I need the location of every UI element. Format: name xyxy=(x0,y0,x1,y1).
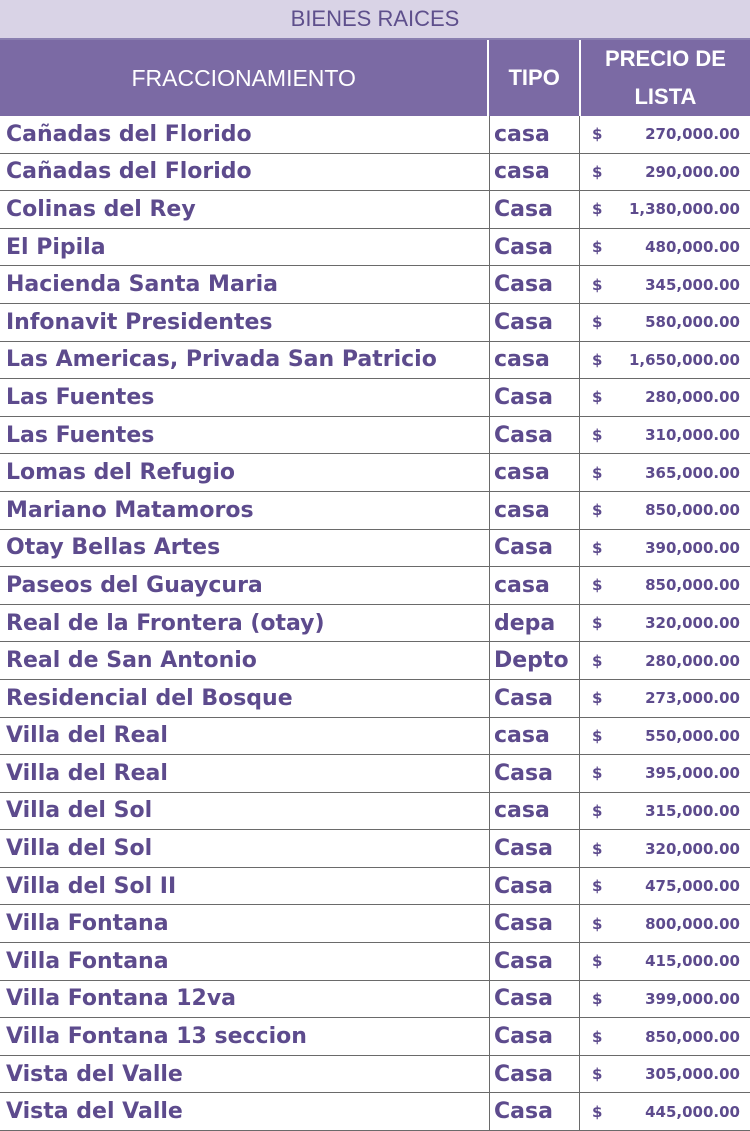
cell-fraccionamiento: Vista del Valle xyxy=(0,1056,490,1093)
cell-fraccionamiento: Real de la Frontera (otay) xyxy=(0,605,490,642)
cell-precio xyxy=(580,116,750,153)
table-body xyxy=(0,116,750,1131)
cell-fraccionamiento: Infonavit Presidentes xyxy=(0,304,490,341)
cell-fraccionamiento: Villa del Sol xyxy=(0,793,490,830)
currency-symbol: $ xyxy=(592,689,603,708)
cell-tipo: Casa xyxy=(490,868,580,905)
table-row xyxy=(0,1093,750,1131)
price-amount: 445,000.00 xyxy=(645,1102,740,1121)
price-amount: 550,000.00 xyxy=(645,726,740,745)
price-amount: 320,000.00 xyxy=(645,839,740,858)
table-row xyxy=(0,943,750,981)
cell-precio xyxy=(580,868,750,905)
header-row xyxy=(0,40,750,116)
cell-tipo: Casa xyxy=(490,680,580,717)
currency-symbol: $ xyxy=(592,877,603,896)
price-amount: 850,000.00 xyxy=(645,501,740,520)
cell-fraccionamiento: Lomas del Refugio xyxy=(0,454,490,491)
cell-fraccionamiento: Las Fuentes xyxy=(0,417,490,454)
cell-precio xyxy=(580,981,750,1018)
table-row xyxy=(0,417,750,455)
cell-precio xyxy=(580,642,750,679)
price-amount: 270,000.00 xyxy=(645,125,740,144)
table-row xyxy=(0,718,750,756)
cell-fraccionamiento: Cañadas del Florido xyxy=(0,154,490,191)
table-row xyxy=(0,530,750,568)
price-amount: 415,000.00 xyxy=(645,952,740,971)
currency-symbol: $ xyxy=(592,614,603,633)
currency-symbol: $ xyxy=(592,426,603,445)
cell-fraccionamiento: Villa del Real xyxy=(0,718,490,755)
cell-tipo: Casa xyxy=(490,1093,580,1130)
cell-fraccionamiento: Villa Fontana xyxy=(0,905,490,942)
price-amount: 390,000.00 xyxy=(645,538,740,557)
table-row xyxy=(0,304,750,342)
table-row xyxy=(0,605,750,643)
currency-symbol: $ xyxy=(592,839,603,858)
cell-tipo: Casa xyxy=(490,266,580,303)
cell-tipo: Casa xyxy=(490,755,580,792)
cell-tipo: Casa xyxy=(490,1018,580,1055)
cell-precio xyxy=(580,1056,750,1093)
cell-precio xyxy=(580,1018,750,1055)
cell-tipo: casa xyxy=(490,567,580,604)
cell-tipo: Casa xyxy=(490,530,580,567)
cell-precio xyxy=(580,830,750,867)
currency-symbol: $ xyxy=(592,538,603,557)
cell-tipo: casa xyxy=(490,492,580,529)
cell-tipo: Casa xyxy=(490,229,580,266)
cell-precio xyxy=(580,1093,750,1130)
cell-tipo: Casa xyxy=(490,379,580,416)
currency-symbol: $ xyxy=(592,275,603,294)
header-fraccionamiento: FRACCIONAMIENTO xyxy=(0,40,489,116)
price-amount: 480,000.00 xyxy=(645,238,740,257)
cell-fraccionamiento: Hacienda Santa Maria xyxy=(0,266,490,303)
table-row xyxy=(0,981,750,1019)
price-amount: 395,000.00 xyxy=(645,764,740,783)
cell-precio xyxy=(580,191,750,228)
cell-precio xyxy=(580,567,750,604)
price-amount: 280,000.00 xyxy=(645,651,740,670)
cell-fraccionamiento: Paseos del Guaycura xyxy=(0,567,490,604)
cell-fraccionamiento: Colinas del Rey xyxy=(0,191,490,228)
table-row xyxy=(0,1056,750,1094)
cell-precio xyxy=(580,718,750,755)
currency-symbol: $ xyxy=(592,350,603,369)
price-amount: 273,000.00 xyxy=(645,689,740,708)
currency-symbol: $ xyxy=(592,952,603,971)
table-row xyxy=(0,868,750,906)
cell-precio xyxy=(580,605,750,642)
table-row xyxy=(0,266,750,304)
table-row xyxy=(0,567,750,605)
price-amount: 475,000.00 xyxy=(645,877,740,896)
cell-tipo: depa xyxy=(490,605,580,642)
table-row xyxy=(0,680,750,718)
table-title xyxy=(0,0,750,40)
currency-symbol: $ xyxy=(592,125,603,144)
price-amount: 315,000.00 xyxy=(645,801,740,820)
table-title-text: BIENES RAICES xyxy=(290,6,460,31)
cell-tipo: casa xyxy=(490,454,580,491)
cell-fraccionamiento: Mariano Matamoros xyxy=(0,492,490,529)
cell-fraccionamiento: Villa Fontana 13 seccion xyxy=(0,1018,490,1055)
cell-fraccionamiento: El Pipila xyxy=(0,229,490,266)
cell-precio xyxy=(580,492,750,529)
header-precio-line1: PRECIO DE xyxy=(604,46,726,71)
currency-symbol: $ xyxy=(592,238,603,257)
currency-symbol: $ xyxy=(592,576,603,595)
cell-fraccionamiento: Real de San Antonio xyxy=(0,642,490,679)
cell-fraccionamiento: Cañadas del Florido xyxy=(0,116,490,153)
table-row xyxy=(0,191,750,229)
table-row xyxy=(0,116,750,154)
price-amount: 1,650,000.00 xyxy=(628,350,740,369)
table-row xyxy=(0,1018,750,1056)
cell-tipo: casa xyxy=(490,342,580,379)
price-amount: 580,000.00 xyxy=(645,313,740,332)
cell-fraccionamiento: Otay Bellas Artes xyxy=(0,530,490,567)
price-amount: 1,380,000.00 xyxy=(628,200,740,219)
currency-symbol: $ xyxy=(592,162,603,181)
cell-fraccionamiento: Villa del Real xyxy=(0,755,490,792)
currency-symbol: $ xyxy=(592,651,603,670)
table-row xyxy=(0,755,750,793)
cell-precio xyxy=(580,229,750,266)
cell-fraccionamiento: Las Fuentes xyxy=(0,379,490,416)
cell-precio xyxy=(580,905,750,942)
cell-fraccionamiento: Villa del Sol xyxy=(0,830,490,867)
cell-tipo: casa xyxy=(490,793,580,830)
price-amount: 305,000.00 xyxy=(645,1065,740,1084)
cell-precio xyxy=(580,454,750,491)
cell-tipo: Casa xyxy=(490,191,580,228)
table-row xyxy=(0,229,750,267)
price-amount: 850,000.00 xyxy=(645,576,740,595)
cell-tipo: Casa xyxy=(490,905,580,942)
cell-fraccionamiento: Residencial del Bosque xyxy=(0,680,490,717)
cell-fraccionamiento: Villa Fontana 12va xyxy=(0,981,490,1018)
cell-tipo: Casa xyxy=(490,417,580,454)
price-amount: 320,000.00 xyxy=(645,614,740,633)
table-row xyxy=(0,492,750,530)
cell-precio xyxy=(580,793,750,830)
price-amount: 399,000.00 xyxy=(645,989,740,1008)
cell-tipo: Casa xyxy=(490,304,580,341)
currency-symbol: $ xyxy=(592,501,603,520)
table-row xyxy=(0,905,750,943)
currency-symbol: $ xyxy=(592,764,603,783)
currency-symbol: $ xyxy=(592,989,603,1008)
table-row xyxy=(0,454,750,492)
cell-precio xyxy=(580,379,750,416)
cell-precio xyxy=(580,417,750,454)
currency-symbol: $ xyxy=(592,1027,603,1046)
price-amount: 345,000.00 xyxy=(645,275,740,294)
cell-precio xyxy=(580,266,750,303)
currency-symbol: $ xyxy=(592,313,603,332)
currency-symbol: $ xyxy=(592,463,603,482)
cell-fraccionamiento: Vista del Valle xyxy=(0,1093,490,1130)
table-row xyxy=(0,154,750,192)
cell-tipo: casa xyxy=(490,116,580,153)
cell-tipo: Casa xyxy=(490,981,580,1018)
cell-precio xyxy=(580,943,750,980)
cell-tipo: casa xyxy=(490,154,580,191)
header-tipo: TIPO xyxy=(489,40,581,116)
price-amount: 290,000.00 xyxy=(645,162,740,181)
currency-symbol: $ xyxy=(592,726,603,745)
currency-symbol: $ xyxy=(592,200,603,219)
cell-tipo: casa xyxy=(490,718,580,755)
table-row xyxy=(0,342,750,380)
price-amount: 310,000.00 xyxy=(645,426,740,445)
table-row xyxy=(0,642,750,680)
table-row xyxy=(0,830,750,868)
currency-symbol: $ xyxy=(592,1102,603,1121)
price-amount: 280,000.00 xyxy=(645,388,740,407)
table-row xyxy=(0,379,750,417)
currency-symbol: $ xyxy=(592,1065,603,1084)
currency-symbol: $ xyxy=(592,801,603,820)
cell-precio xyxy=(580,304,750,341)
table-row xyxy=(0,793,750,831)
cell-fraccionamiento: Las Americas, Privada San Patricio xyxy=(0,342,490,379)
cell-tipo: Casa xyxy=(490,943,580,980)
header-precio-line2: LISTA xyxy=(634,84,697,109)
cell-precio xyxy=(580,530,750,567)
header-precio xyxy=(581,40,750,116)
cell-fraccionamiento: Villa del Sol II xyxy=(0,868,490,905)
cell-precio xyxy=(580,680,750,717)
price-amount: 365,000.00 xyxy=(645,463,740,482)
cell-precio xyxy=(580,154,750,191)
price-amount: 850,000.00 xyxy=(645,1027,740,1046)
cell-tipo: Depto xyxy=(490,642,580,679)
price-amount: 800,000.00 xyxy=(645,914,740,933)
currency-symbol: $ xyxy=(592,388,603,407)
cell-fraccionamiento: Villa Fontana xyxy=(0,943,490,980)
cell-precio xyxy=(580,755,750,792)
currency-symbol: $ xyxy=(592,914,603,933)
cell-tipo: Casa xyxy=(490,1056,580,1093)
cell-precio xyxy=(580,342,750,379)
cell-tipo: Casa xyxy=(490,830,580,867)
